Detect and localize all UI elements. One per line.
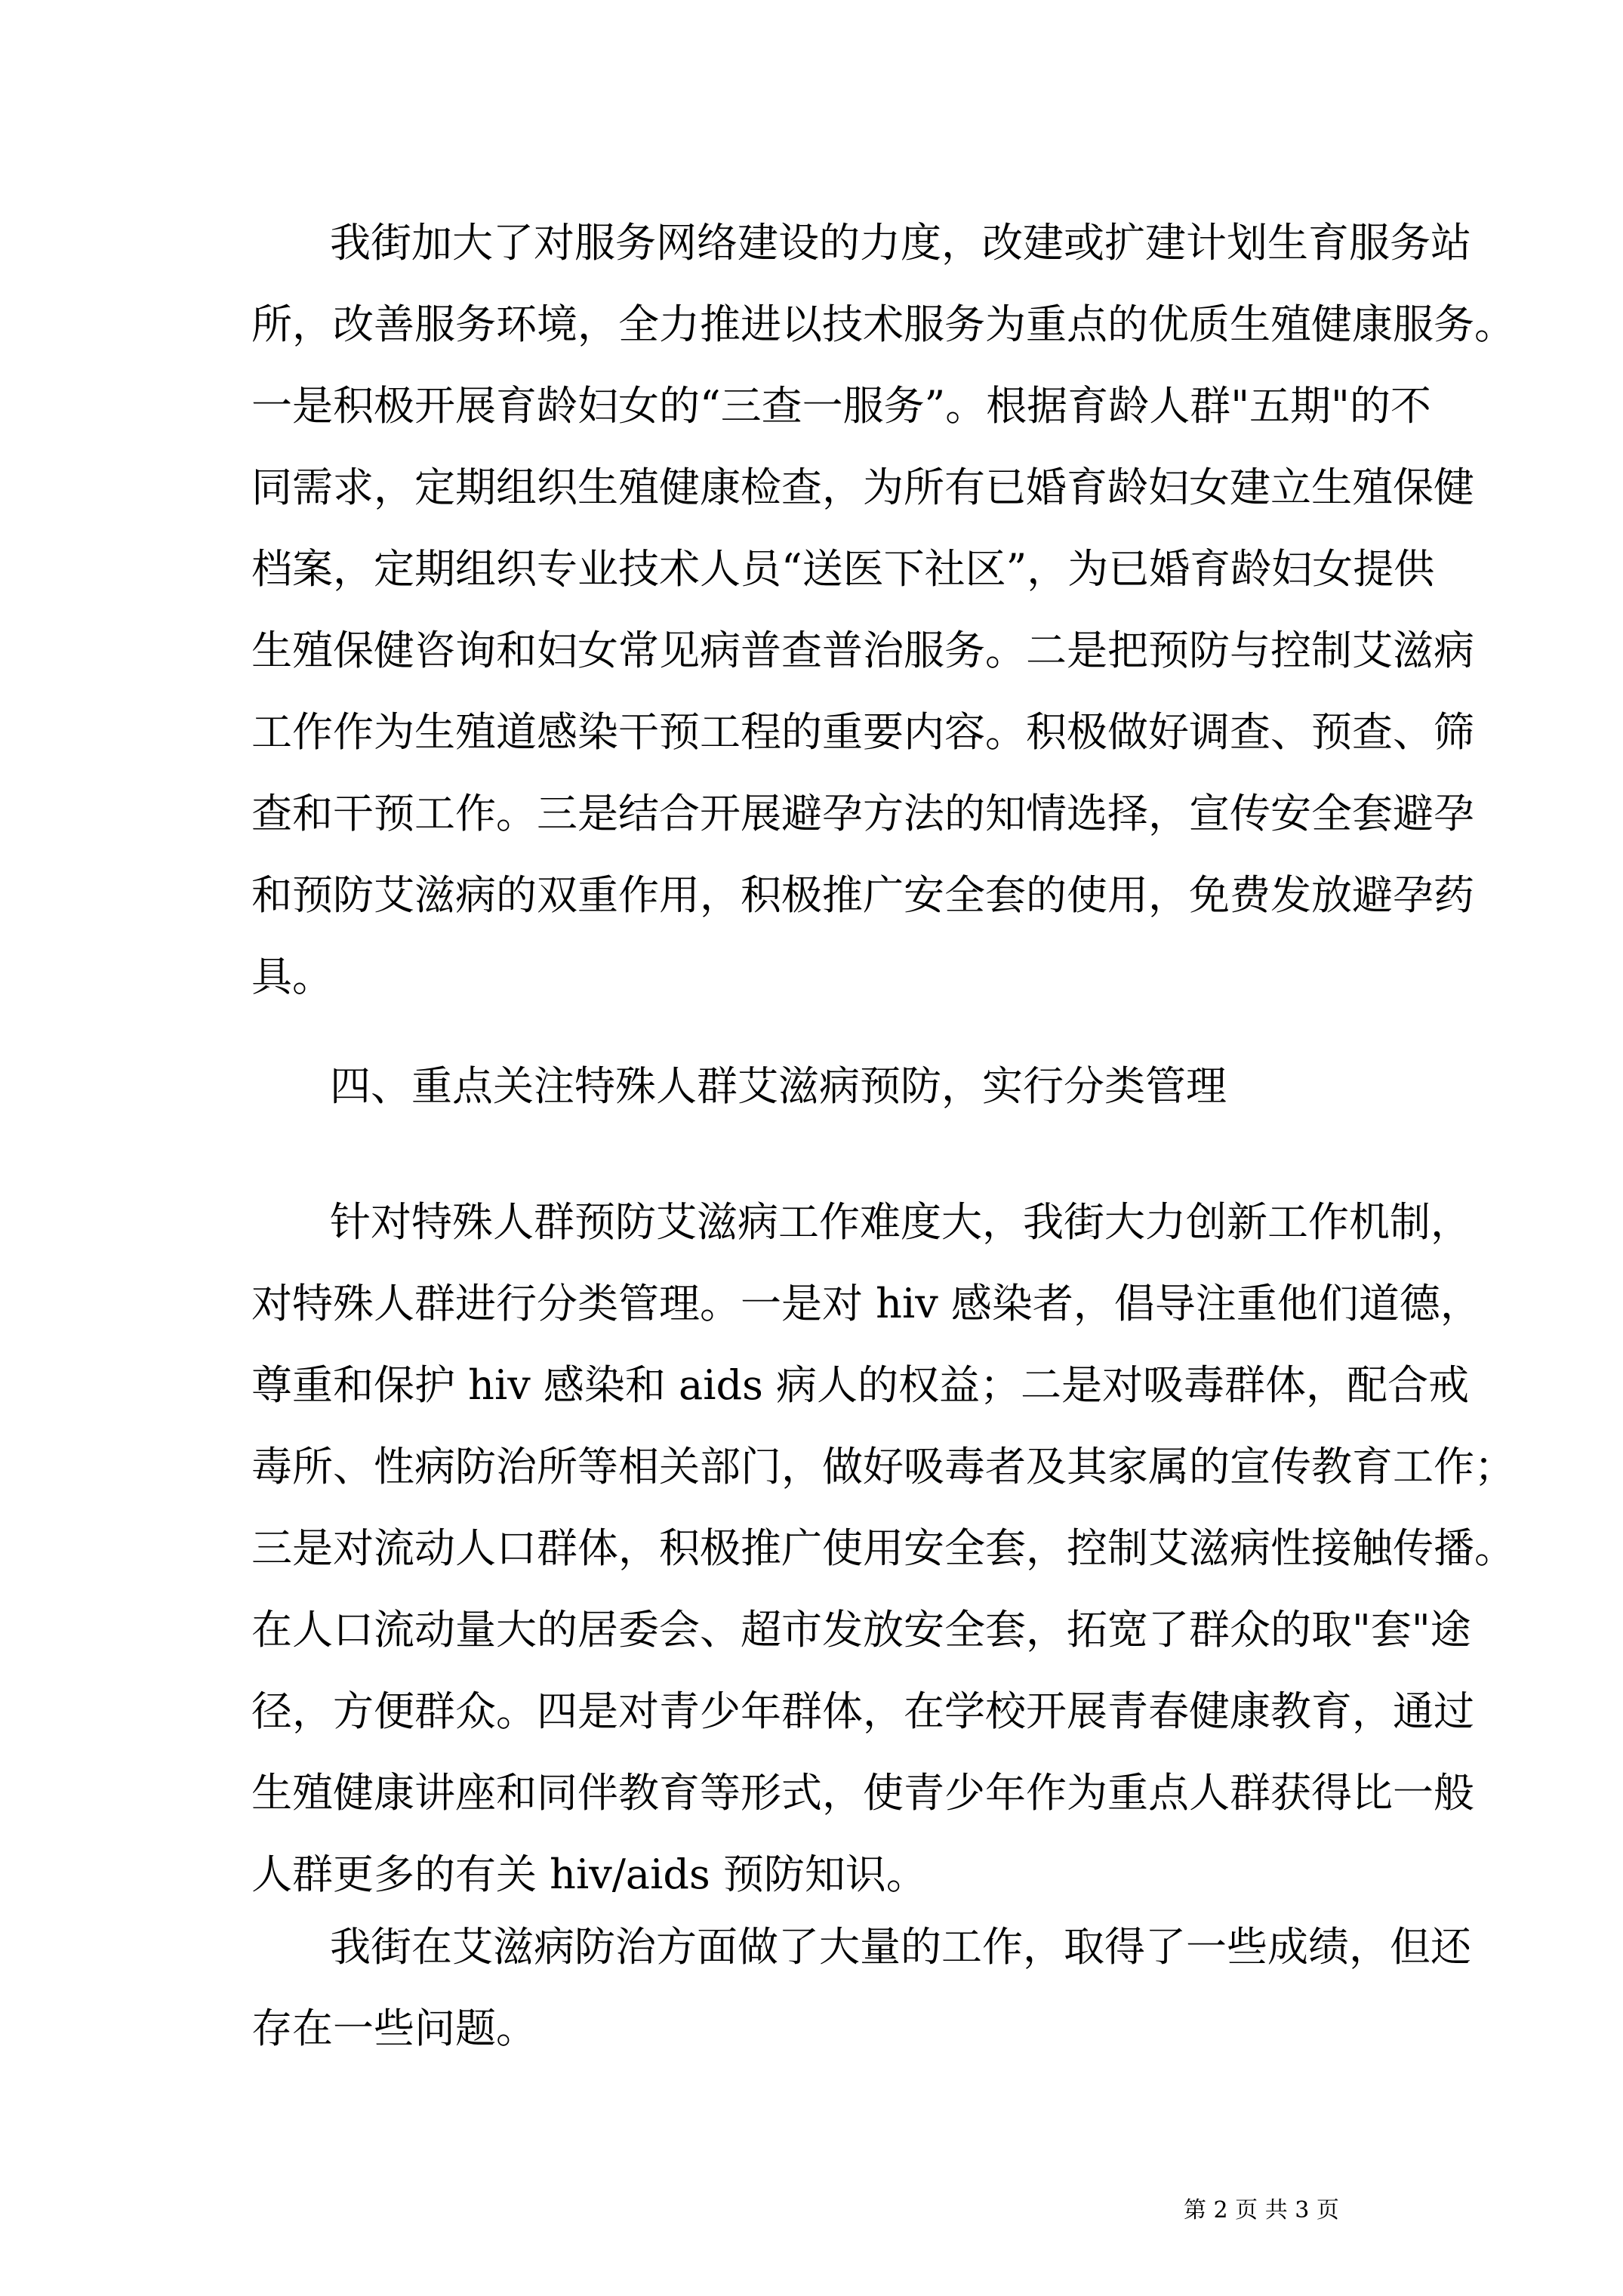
text-line: 工作作为生殖道感染干预工程的重要内容。积极做好调查、预查、筛 xyxy=(251,708,1474,756)
text-line: 生殖健康讲座和同伴教育等形式，使青少年作为重点人群获得比一般 xyxy=(251,1769,1474,1817)
text-line: 针对特殊人群预防艾滋病工作难度大，我街大力创新工作机制， xyxy=(330,1198,1471,1246)
text-line: 档案，定期组织专业技术人员“送医下社区”，为已婚育龄妇女提供 xyxy=(251,545,1435,593)
heading-line: 四、重点关注特殊人群艾滋病预防，实行分类管理 xyxy=(330,1062,1227,1110)
text-line: 毒所、性病防治所等相关部门，做好吸毒者及其家属的宣传教育工作； xyxy=(251,1443,1515,1490)
paragraph-summary xyxy=(251,1906,1471,2069)
section-heading-four xyxy=(251,1046,1384,1127)
text-line: 所，改善服务环境，全力推进以技术服务为重点的优质生殖健康服务。 xyxy=(251,300,1515,348)
text-line: 径，方便群众。四是对青少年群体，在学校开展青春健康教育，通过 xyxy=(251,1687,1474,1735)
text-line: 在人口流动量大的居委会、超市发放安全套，拓宽了群众的取"套"途 xyxy=(251,1606,1471,1653)
text-line: 一是积极开展育龄妇女的“三查一服务”。根据育龄人群"五期"的不 xyxy=(251,382,1431,430)
text-line: 查和干预工作。三是结合开展避孕方法的知情选择，宣传安全套避孕 xyxy=(251,790,1474,837)
text-line: 具。 xyxy=(251,953,333,1000)
text-line: 人群更多的有关 hiv/aids 预防知识。 xyxy=(251,1851,927,1898)
text-line: 我街在艾滋病防治方面做了大量的工作，取得了一些成绩，但还 xyxy=(330,1923,1471,1971)
text-line: 和预防艾滋病的双重作用，积极推广安全套的使用，免费发放避孕药 xyxy=(251,871,1474,919)
text-line: 同需求，定期组织生殖健康检查，为所有已婚育龄妇女建立生殖保健 xyxy=(251,464,1474,511)
paragraph-service-network xyxy=(251,202,1515,1018)
text-line: 我街加大了对服务网络建设的力度，改建或扩建计划生育服务站 xyxy=(330,219,1471,267)
text-line: 生殖保健咨询和妇女常见病普查普治服务。二是把预防与控制艾滋病 xyxy=(251,627,1474,674)
text-line: 尊重和保护 hiv 感染和 aids 病人的权益；二是对吸毒群体，配合戒 xyxy=(251,1361,1469,1409)
text-line: 存在一些问题。 xyxy=(251,2005,537,2052)
page-number-footer: 第 2 页 共 3 页 xyxy=(1184,2197,1339,2224)
paragraph-special-groups xyxy=(251,1182,1515,1915)
text-line: 对特殊人群进行分类管理。一是对 hiv 感染者，倡导注重他们道德， xyxy=(251,1280,1481,1327)
text-line: 三是对流动人口群体，积极推广使用安全套，控制艾滋病性接触传播。 xyxy=(251,1524,1515,1572)
